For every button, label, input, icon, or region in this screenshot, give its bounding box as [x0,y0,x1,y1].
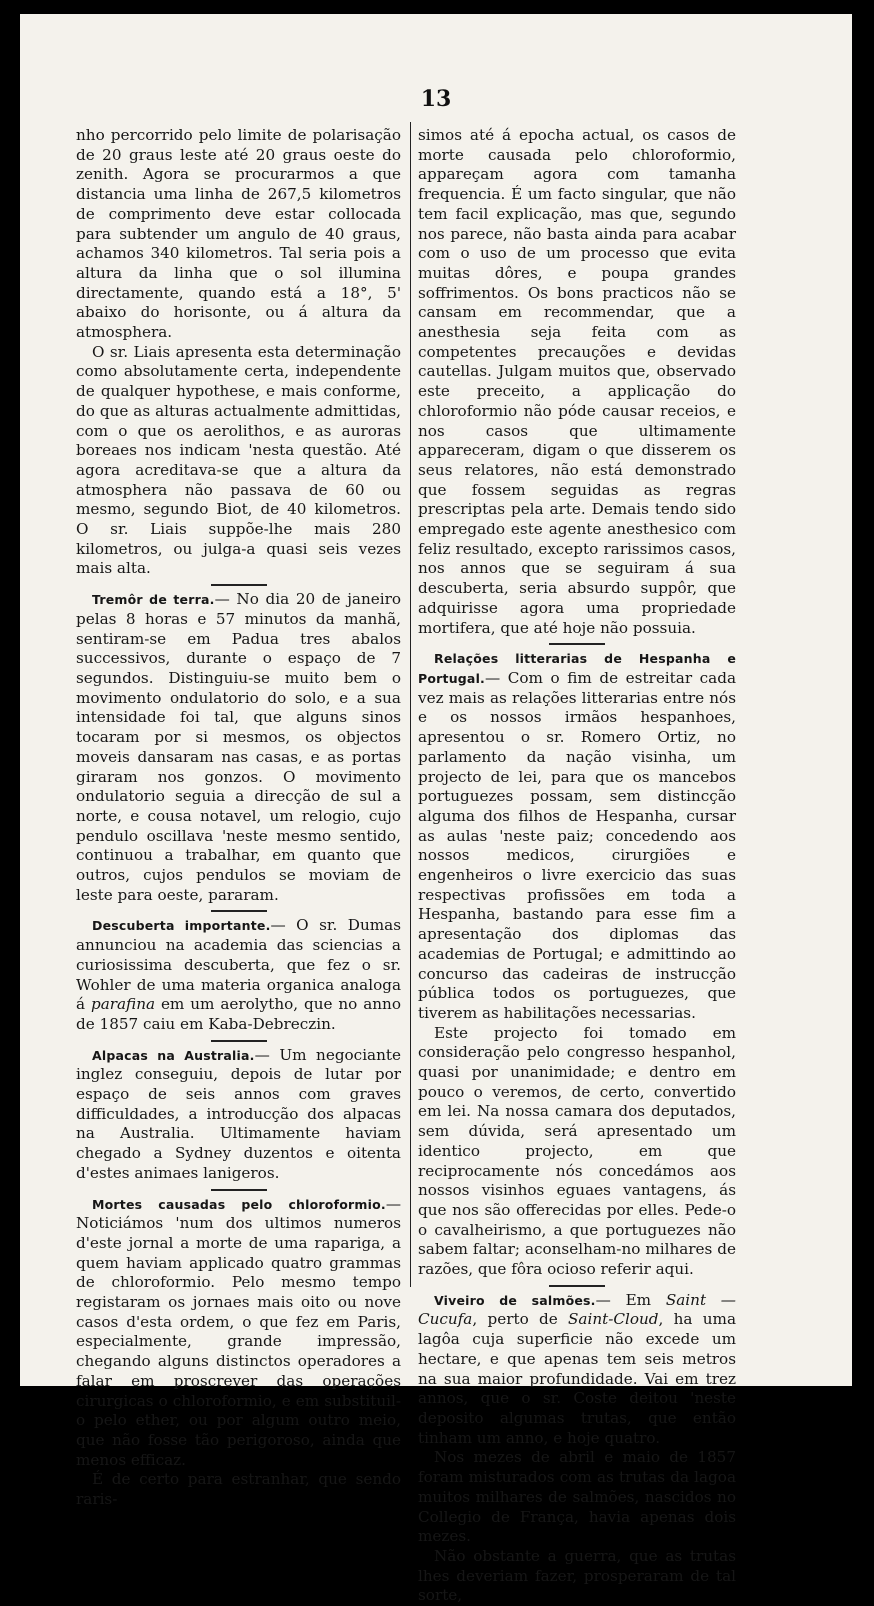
article-chloroform [76,1195,401,1471]
right-column [418,126,736,1606]
section-separator [549,643,605,645]
paragraph: Nos mezes de abril e maio de 1857 foram misturados com as trutas da lagoa muitos milhares de salmões, nascidos no Collegio de França, havia apenas dois mezes. [418,1448,736,1546]
article-text: — Com o fim de estreitar cada vez mais as relações litterarias entre nós e os nossos irmãos hespanhoes, apresentou o sr. Romero Ortiz, no parlamento da nação visinha, um projecto de lei, para que os mancebos portuguezes possam, sem distincção alguma dos filhos de Hespanha, cursar as aulas 'neste paiz; concedendo aos nossos medicos, cirurgiões e engenheiros o livre exercicio das suas respectivas profissões em toda a Hespanha, bastando para esse fim a apresentação dos diplomas das academias de Portugal; e admittindo ao concurso das cadeiras de instrucção pública todos os portuguezes, que tiverem as habilitações necessarias. [418,668,736,1022]
article-salmon [418,1291,736,1449]
paragraph: nho percorrido pelo limite de polarisação de 20 graus leste até 20 graus oeste do zenith. Agora se procurarmos a que distancia uma linha de 267,5 kilometros de comprimento deve estar collocada para subtender um angulo de 40 graus, achamos 340 kilometros. Tal seria pois a altura da linha que o sol illumina directamente, quando está a 18°, 5' abaixo do horisonte, ou á altura da atmosphera. [76,126,401,342]
newspaper-page [20,14,852,1605]
article-text: , ha uma lagôa cuja superficie não excede um hectare, e que apenas tem seis metros na sua maior profundidade. Vai em trez annos, que o sr. Coste deitou 'neste deposito algumas trutas, que então tinham um anno, e hoje quatro. [418,1310,736,1447]
article-text: — O sr. Dumas annunciou na academia das sciencias a curiosissima descuberta, que fez o sr. Wohler de uma materia organica analoga á [76,916,401,1014]
article-heading: Mortes causadas pelo chloroformio. [92,1196,386,1212]
section-separator [211,910,267,912]
article-earthquake [76,590,401,905]
section-separator [211,584,267,586]
article-text: , perto de [472,1310,569,1329]
paragraph: Este projecto foi tomado em consideração pelo congresso hespanhol, quasi por unanimidade; e dentro em pouco o veremos, de certo, convertido em lei. Na nossa camara dos deputados, sem dúvida, será apresentado um identico projecto, em que reciprocamente nós concedámos aos nossos visinhos eguaes vantagens, ás que nos são offerecidas por elles. Pede-o o cavalheirismo, a que portuguezes não sabem faltar; aconselham-no milhares de razões, que fôra ocioso referir aqui. [418,1023,736,1279]
article-heading: Descuberta importante. [92,918,271,934]
section-separator [211,1189,267,1191]
article-text: — No dia 20 de janeiro pelas 8 horas e 57 minutos da manhã, sentiram-se em Padua tres abalos successivos, durante o espaço de 7 segundos. Distinguiu-se muito bem o movimento ondulatorio do solo, e a sua intensidade foi tal, que alguns sinos tocaram por si mesmos, os objectos moveis dansaram nas casas, e as portas giraram nos gonzos. O movimento ondulatorio seguia a direcção de sul a norte, e cousa notavel, um relogio, cujo pendulo oscillava 'neste mesmo sentido, continuou a trabalhar, em quanto que outros, cujos pendulos se moviam de leste para oeste, pararam. [76,590,401,904]
article-literary-relations [418,649,736,1023]
paragraph: O sr. Liais apresenta esta determinação como absolutamente certa, independente de qualquer hypothese, e mais conforme, do que as alturas actualmente admittidas, com o que os aerolithos, e as auroras boreaes nos indicam 'nesta questão. Até agora acreditava-se que a altura da atmosphera não passava de 60 ou mesmo, segundo Biot, de 40 kilometros. O sr. Liais suppõe-lhe mais 280 kilometros, ou julga-a quasi seis vezes mais alta. [76,342,401,578]
article-italic: Saint — Cucufa [418,1290,736,1329]
article-alpacas [76,1046,401,1184]
article-text: — Um negociante inglez conseguiu, depois de lutar por espaço de seis annos com graves difficuldades, a introducção dos alpacas na Australia. Ultimamente haviam chegado a Sydney duzentos e oitenta d'estes animaes lanigeros. [76,1045,401,1182]
section-separator [549,1285,605,1287]
column-divider [410,122,411,1287]
left-column [76,126,401,1510]
paragraph: É de certo para estranhar, que sendo raris- [76,1470,401,1509]
article-italic: parafina [90,995,156,1014]
page-number: 13 [420,86,452,112]
article-text: — Noticiámos 'num dos ultimos numeros d'este jornal a morte de uma rapariga, a quem haviam applicado quatro grammas de chloroformio. Pelo mesmo tempo registaram os jornaes mais oito ou nove casos d'esta ordem, o que fez em Paris, especialmente, grande impressão, chegando alguns distinctos operadores a falar em proscrever das operações cirurgicas o chloroformio, e em substituil-o pelo ether, ou por algum outro meio, que não fosse tão perigoroso, ainda que menos efficaz. [76,1194,401,1469]
article-text: em um aerolytho, que no anno de 1857 caiu em Kaba-Debreczin. [76,995,401,1033]
article-discovery [76,916,401,1034]
article-italic: Saint-Cloud [568,1310,659,1329]
article-heading: Alpacas na Australia. [92,1047,255,1063]
article-heading: Relações litterarias de Hespanha e Portugal. [418,651,736,686]
paragraph: Não obstante a guerra, que as trutas lhes deveriam fazer, prosperaram de tal sorte, [418,1546,736,1605]
section-separator [211,1040,267,1042]
paragraph: simos até á epocha actual, os casos de morte causada pelo chloroformio, appareçam agora com tamanha frequencia. É um facto singular, que não tem facil explicação, mas que, segundo nos parece, não basta ainda para acabar com o uso de um processo que evita muitas dôres, e poupa grandes soffrimentos. Os bons practicos não se cansam em recommendar, que a anesthesia seja feita com as competentes precauções e devidas cautellas. Julgam muitos que, observado este preceito, a applicação do chloroformio não póde causar receios, e nos casos que ultimamente appareceram, digam o que disserem os seus relatores, não está demonstrado que fossem seguidas as regras prescriptas pela arte. Demais tendo sido empregado este agente anesthesico com feliz resultado, excepto rarissimos casos, nos annos que se seguiram á sua descuberta, seria absurdo suppôr, que adquirisse agora uma propriedade mortifera, que até hoje não possuia. [418,126,736,637]
article-text: — Em [595,1290,666,1309]
article-heading: Viveiro de salmões. [434,1292,596,1308]
article-heading: Tremôr de terra. [92,592,215,608]
